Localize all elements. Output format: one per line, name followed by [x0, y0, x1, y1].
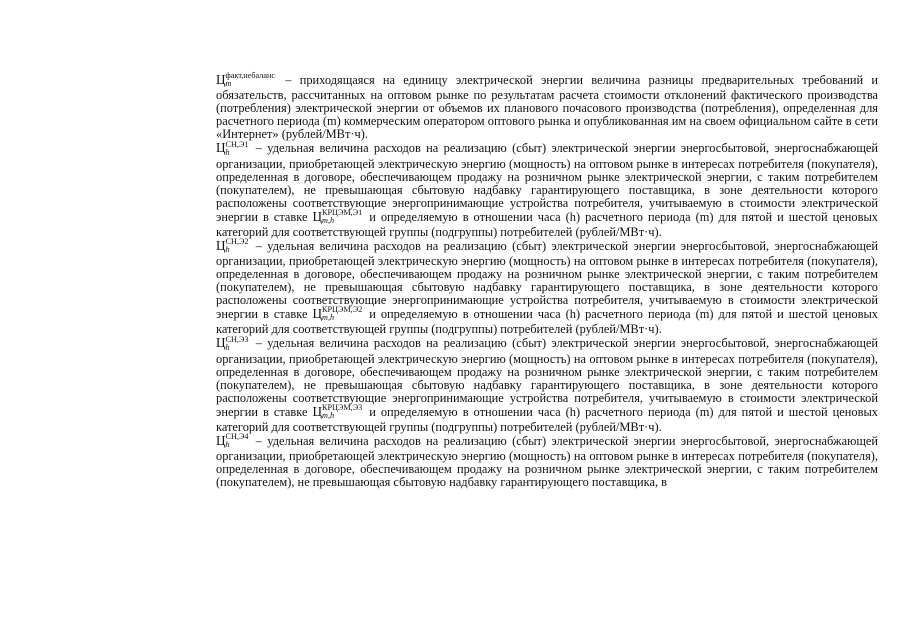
formula-symbol [216, 239, 250, 253]
definition-text: – приходящаяся на единицу электрической энергии величина разницы предварительных требований и обязательств, рассчитанных на оптовом рынке по результатам расчета стоимости отклонений фактического производства (потребления) электрической энергии от объемов их планового почасового производства (потребления), определенная для расчетного периода (m) коммерческим оператором оптового рынка и опубликованная им на своем официальном сайте в сети «Интернет» (рублей/МВт·ч). [216, 73, 878, 142]
definition-text: – удельная величина расходов на реализацию (сбыт) электрической энергии энергосбытовой, энергоснабжающей организации, приобретающей электрическую энергию (мощность) на оптовом рынке в интересах потребителя (покупателя), определенная в договоре, обеспечивающем продажу на розничном рынке электрической энергии, с таким потребителем (покупателем), не превышающая сбытовую надбавку гарантирующего поставщика, в [216, 433, 878, 490]
symbol-subscript: h [225, 147, 230, 157]
symbol-base: Ц [312, 403, 323, 419]
symbol-indices [322, 209, 362, 225]
symbol-subscript: m,h [322, 215, 335, 225]
definition-text-continued: и определяемую в отношении часа (h) расчетного периода (m) для пятой и шестой ценовых категорий для соответствующей группы (подгруппы) потребителей (рублей/МВт·ч). [216, 307, 878, 337]
symbol-superscript: КРЦЭМ,Э1 [322, 207, 363, 217]
definition-text: – удельная величина расходов на реализацию (сбыт) электрической энергии энергосбытовой, энергоснабжающей организации, приобретающей электрическую энергию (мощность) на оптовом рынке в интересах потребителя (покупателя), определенная в договоре, обеспечивающем продажу на розничном рынке электрической энергии, с таким потребителем (покупателем), не превышающая сбытовую надбавку гарантирующего поставщика, в зоне деятельности которого расположены соответствующие энергопринимающие устройства потребителя, учитываемую в стоимости электрической энергии в ставке [216, 336, 878, 419]
formula-symbol [216, 434, 250, 448]
symbol-indices [226, 433, 249, 449]
symbol-superscript: факт,небаланс [225, 71, 275, 81]
symbol-subscript: m,h [322, 410, 335, 420]
symbol-indices [322, 404, 362, 420]
symbol-subscript: h [225, 440, 230, 450]
symbol-indices [226, 141, 249, 157]
symbol-subscript: h [225, 245, 230, 255]
symbol-base: Ц [216, 432, 226, 448]
symbol-superscript: СН,Э3 [225, 334, 249, 344]
symbol-superscript: КРЦЭМ,Э2 [322, 305, 363, 315]
symbol-superscript: СН,Э1 [225, 139, 249, 149]
symbol-subscript: m,h [322, 313, 335, 323]
symbol-indices [226, 336, 249, 352]
definition-paragraph-sn-e2 [216, 239, 878, 337]
symbol-indices [322, 306, 362, 322]
symbol-superscript: СН,Э4 [225, 432, 249, 442]
symbol-subscript: m [225, 79, 232, 89]
document-body [216, 73, 878, 489]
definition-paragraph-sn-e4 [216, 434, 878, 489]
definition-text: – удельная величина расходов на реализацию (сбыт) электрической энергии энергосбытовой, энергоснабжающей организации, приобретающей электрическую энергию (мощность) на оптовом рынке в интересах потребителя (покупателя), определенная в договоре, обеспечивающем продажу на розничном рынке электрической энергии, с таким потребителем (покупателем), не превышающая сбытовую надбавку гарантирующего поставщика, в зоне деятельности которого расположены соответствующие энергопринимающие устройства потребителя, учитываемую в стоимости электрической энергии в ставке [216, 238, 878, 322]
symbol-indices [226, 72, 275, 88]
symbol-base: Ц [216, 335, 226, 351]
definition-paragraph-fact-imbalance [216, 73, 878, 141]
definition-paragraph-sn-e1 [216, 141, 878, 239]
symbol-subscript: h [225, 342, 230, 352]
definition-text-continued: и определяемую в отношении часа (h) расчетного периода (m) для пятой и шестой ценовых категорий для соответствующей группы (подгруппы) потребителей (рублей/МВт·ч). [216, 209, 878, 239]
symbol-base: Ц [312, 306, 323, 322]
symbol-indices [226, 238, 249, 254]
inline-formula-symbol [313, 307, 365, 321]
formula-symbol [216, 141, 250, 155]
inline-formula-symbol [312, 207, 365, 225]
definition-text: – удельная величина расходов на реализацию (сбыт) электрической энергии энергосбытовой, энергоснабжающей организации, приобретающей электрическую энергию (мощность) на оптовом рынке в интересах потребителя (покупателя), определенная в договоре, обеспечивающем продажу на розничном рынке электрической энергии, с таким потребителем (покупателем), не превышающая сбытовую надбавку гарантирующего поставщика, в зоне деятельности которого расположены соответствующие энергопринимающие устройства потребителя, учитываемую в стоимости электрической энергии в ставке [216, 141, 878, 224]
symbol-superscript: КРЦЭМ,Э3 [322, 402, 363, 412]
formula-symbol [216, 336, 250, 350]
symbol-base: Ц [312, 208, 323, 224]
definition-text-continued: и определяемую в отношении часа (h) расчетного периода (m) для пятой и шестой ценовых категорий для соответствующей группы (подгруппы) потребителей (рублей/МВт·ч). [216, 404, 878, 434]
symbol-base: Ц [216, 140, 226, 156]
symbol-base: Ц [216, 237, 226, 253]
formula-symbol [216, 73, 277, 87]
symbol-superscript: СН,Э2 [225, 237, 249, 247]
inline-formula-symbol [312, 402, 365, 420]
definition-paragraph-sn-e3 [216, 336, 878, 434]
symbol-base: Ц [216, 72, 226, 87]
